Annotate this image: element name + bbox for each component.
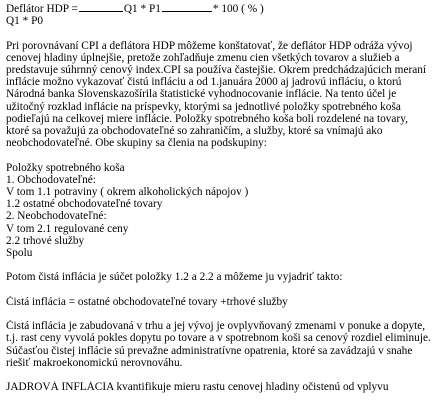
spacer [6, 149, 440, 161]
spacer [6, 369, 440, 381]
formula-part-2: * 100 ( % ) [212, 3, 264, 15]
basket-item: V tom 1.1 potraviny ( okrem alkoholických nápojov ) [6, 186, 249, 199]
spacer [6, 259, 440, 271]
basket-item: 2.2 trhové služby [6, 234, 85, 247]
basket-item: Spolu [6, 247, 33, 260]
basket-item: 1.2 ostatné obchodovateľné tovary [6, 198, 163, 211]
pure-inflation-statement: Potom čistá inflácia je súčet položky 1.2 a 2.2 a môžeme ju vyjadriť takto: [6, 271, 343, 284]
basket-item: V tom 2.1 regulované ceny [6, 222, 129, 235]
paragraph-line: Čistá inflácia je zabudovaná v trhu a jej vývoj je ovplyvňovaný zmenami v ponuke a dopyte, [6, 320, 426, 333]
spacer [6, 308, 440, 320]
paragraph-line: užitočný rozklad inflácie na príspevky, ktorými sa jednotlivé položky spotrebného koša [6, 100, 401, 113]
paragraph-line: podieľajú na celkovej miere inflácie. Položky spotrebného koša boli rozdelené na tovary, [6, 112, 408, 125]
formula-blank-2 [162, 2, 212, 12]
formula-part-1: Q1 * P1 [123, 3, 161, 15]
formula-label: Deflátor HDP = [6, 3, 78, 15]
paragraph-line: Súčasťou čistej inflácie sú prevažne administratívne opatrenia, ktoré sa zavádzajú v snahe [6, 344, 413, 357]
paragraph-line: predstavuje súhrnný cenový index.CPI sa používa častejšie. Okrem predchádzajúcich meraní [6, 64, 427, 76]
basket-heading: Položky spotrebného koša [6, 161, 125, 174]
paragraph-line: t.j. rast ceny vyvolá pokles dopytu po tovare a v spotrebnom koši sa cenový rozdiel eliminuje. [6, 332, 431, 345]
spacer [6, 284, 440, 296]
basket-item: 1. Obchodovateľné: [6, 173, 96, 186]
deflator-formula-numerator [6, 2, 440, 15]
paragraph-line: riešiť makroekonomickú nerovnováhu. [6, 356, 183, 369]
paragraph-line: cenovej hladiny úplnejšie, pretože zohľadňuje zmenu cien všetkých tovarov a služieb a [6, 51, 400, 64]
paragraph-line: Národná banka Slovenskazošírila štatistické vyhodnocovanie inflácie. Na tento účel je [6, 88, 397, 101]
paragraph-cpi-deflator [6, 40, 440, 150]
spacer [6, 27, 440, 39]
document-page [6, 2, 440, 393]
deflator-formula-denominator: Q1 * P0 [6, 15, 44, 28]
formula-blank-1 [79, 2, 123, 12]
pure-inflation-definition: Čistá inflácia = ostatné obchodovateľné tovary +trhové služby [6, 295, 288, 308]
paragraph-line: inflácie možno vykazovať čistú infláciu a od 1.januára 2000 aj jadrovú infláciu, o ktorú [6, 76, 402, 89]
basket-list [6, 162, 440, 260]
paragraph-line: neobchodovateľné. Obe skupiny sa členia na podskupiny: [6, 137, 267, 150]
basket-item: 2. Neobchodovateľné: [6, 210, 107, 223]
core-inflation-line: JADROVÁ INFLÁCIA kvantifikuje mieru rastu cenovej hladiny očistenú od vplyvu [6, 381, 389, 394]
paragraph-line: Pri porovnávaní CPI a deflátora HDP môžeme konštatovať, že deflátor HDP odráža vývoj [6, 39, 413, 52]
paragraph-pure-inflation [6, 320, 440, 369]
paragraph-line: ktoré sa považujú za obchodovateľné so zahraničím, a služby, ktoré sa vnímajú ako [6, 125, 383, 138]
